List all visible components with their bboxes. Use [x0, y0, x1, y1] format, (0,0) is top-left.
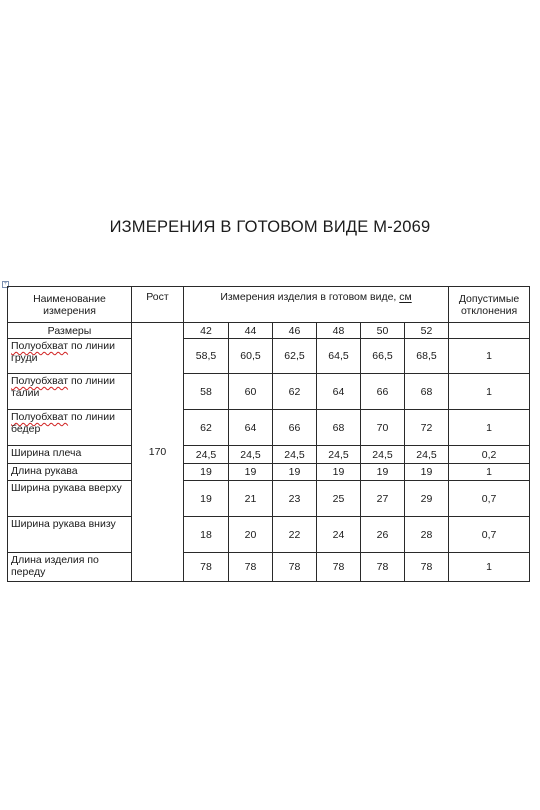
tolerance-cell: 1 — [449, 339, 530, 374]
value-cell: 28 — [405, 517, 449, 553]
tolerance-cell: 1 — [449, 410, 530, 446]
row-label: Полуобхват по линии бедер — [8, 410, 132, 446]
header-row — [8, 287, 530, 323]
tolerance-empty — [449, 323, 530, 339]
size-cell: 44 — [229, 323, 273, 339]
table-move-handle-icon[interactable]: + — [3, 281, 8, 287]
value-cell: 20 — [229, 517, 273, 553]
value-cell: 19 — [184, 464, 229, 481]
value-cell: 68,5 — [405, 339, 449, 374]
value-cell: 26 — [361, 517, 405, 553]
value-cell: 24 — [317, 517, 361, 553]
value-cell: 18 — [184, 517, 229, 553]
value-cell: 24,5 — [273, 446, 317, 464]
value-cell: 19 — [405, 464, 449, 481]
header-name: Наименование измерения — [8, 287, 132, 323]
spellcheck-word: Полуобхват — [11, 340, 69, 352]
row-label: Ширина рукава вверху — [8, 481, 132, 517]
value-cell: 23 — [273, 481, 317, 517]
value-cell: 62 — [273, 374, 317, 410]
size-cell: 50 — [361, 323, 405, 339]
tolerance-cell: 1 — [449, 464, 530, 481]
table-row — [8, 481, 530, 517]
spellcheck-word: Полуобхват — [11, 375, 69, 387]
value-cell: 19 — [361, 464, 405, 481]
value-cell: 68 — [405, 374, 449, 410]
value-cell: 19 — [229, 464, 273, 481]
tolerance-cell: 1 — [449, 553, 530, 582]
value-cell: 22 — [273, 517, 317, 553]
table-row — [8, 553, 530, 582]
value-cell: 68 — [317, 410, 361, 446]
value-cell: 60,5 — [229, 339, 273, 374]
row-label: Полуобхват по линии груди — [8, 339, 132, 374]
value-cell: 24,5 — [184, 446, 229, 464]
size-cell: 52 — [405, 323, 449, 339]
size-cell: 48 — [317, 323, 361, 339]
table-row — [8, 374, 530, 410]
value-cell: 64 — [229, 410, 273, 446]
header-height: Рост — [132, 287, 184, 323]
tolerance-cell: 0,2 — [449, 446, 530, 464]
row-label: Полуобхват по линии талии — [8, 374, 132, 410]
value-cell: 78 — [361, 553, 405, 582]
value-cell: 19 — [184, 481, 229, 517]
value-cell: 21 — [229, 481, 273, 517]
tolerance-cell: 0,7 — [449, 481, 530, 517]
value-cell: 64,5 — [317, 339, 361, 374]
table-row — [8, 517, 530, 553]
value-cell: 19 — [273, 464, 317, 481]
table-row — [8, 339, 530, 374]
value-cell: 24,5 — [317, 446, 361, 464]
row-label: Ширина рукава внизу — [8, 517, 132, 553]
value-cell: 72 — [405, 410, 449, 446]
value-cell: 62,5 — [273, 339, 317, 374]
row-label: Длина рукава — [8, 464, 132, 481]
tolerance-cell: 0,7 — [449, 517, 530, 553]
sizes-row — [8, 323, 530, 339]
value-cell: 58,5 — [184, 339, 229, 374]
tolerance-cell: 1 — [449, 374, 530, 410]
value-cell: 24,5 — [229, 446, 273, 464]
value-cell: 24,5 — [405, 446, 449, 464]
row-label: Ширина плеча — [8, 446, 132, 464]
table-row — [8, 410, 530, 446]
document-title: ИЗМЕРЕНИЯ В ГОТОВОМ ВИДЕ М-2069 — [109, 218, 431, 236]
value-cell: 78 — [317, 553, 361, 582]
value-cell: 62 — [184, 410, 229, 446]
measurements-table — [7, 286, 530, 582]
value-cell: 58 — [184, 374, 229, 410]
size-cell: 46 — [273, 323, 317, 339]
spellcheck-word: Полуобхват — [11, 411, 69, 423]
header-measurements: Измерения изделия в готовом виде, см — [184, 287, 449, 323]
table-row — [8, 464, 530, 481]
value-cell: 66,5 — [361, 339, 405, 374]
value-cell: 29 — [405, 481, 449, 517]
value-cell: 66 — [273, 410, 317, 446]
value-cell: 19 — [317, 464, 361, 481]
height-value: 170 — [132, 323, 184, 582]
row-label: Длина изделия по переду — [8, 553, 132, 582]
size-cell: 42 — [184, 323, 229, 339]
table-row — [8, 446, 530, 464]
value-cell: 27 — [361, 481, 405, 517]
header-tolerance: Допустимые отклонения — [449, 287, 530, 323]
value-cell: 78 — [184, 553, 229, 582]
value-cell: 70 — [361, 410, 405, 446]
value-cell: 66 — [361, 374, 405, 410]
value-cell: 78 — [229, 553, 273, 582]
value-cell: 25 — [317, 481, 361, 517]
sizes-label: Размеры — [8, 323, 132, 339]
value-cell: 24,5 — [361, 446, 405, 464]
unit-label: см — [399, 291, 412, 303]
value-cell: 64 — [317, 374, 361, 410]
value-cell: 78 — [405, 553, 449, 582]
value-cell: 60 — [229, 374, 273, 410]
value-cell: 78 — [273, 553, 317, 582]
